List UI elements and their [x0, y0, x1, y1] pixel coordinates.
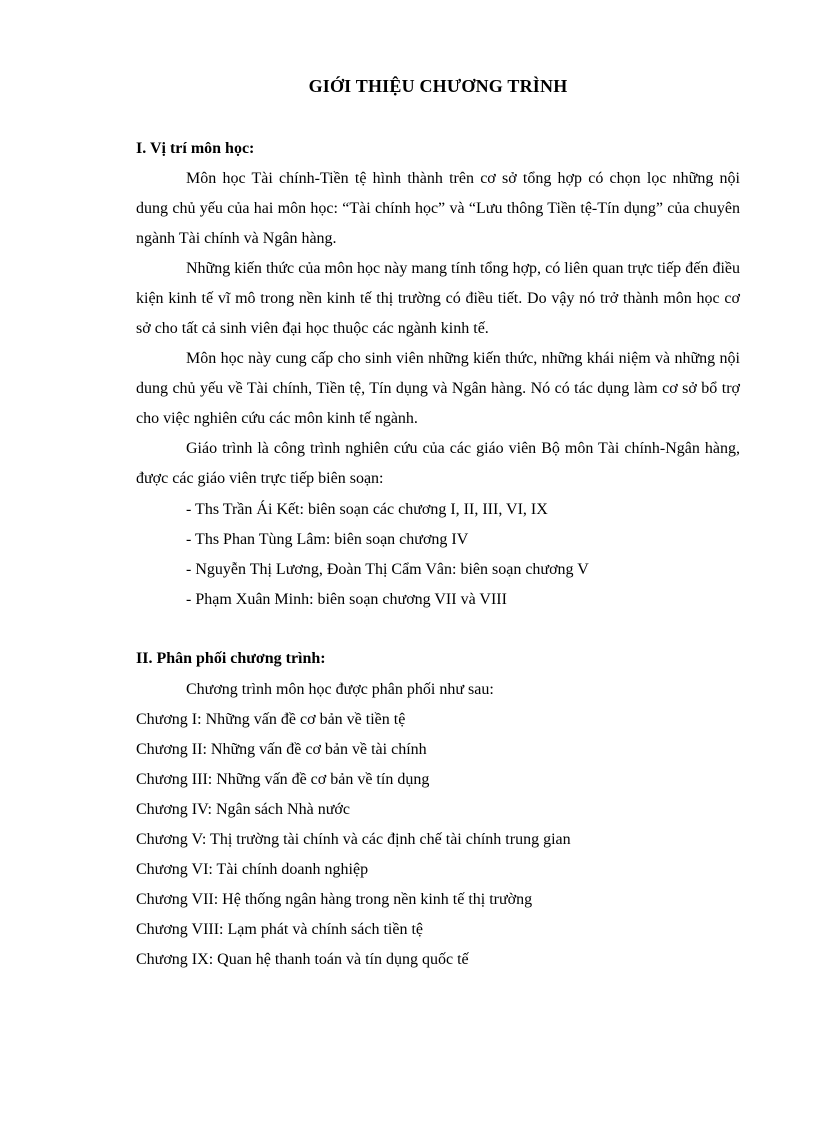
section-heading-distribution: II. Phân phối chương trình:: [136, 650, 326, 667]
paragraph-1: Môn học Tài chính-Tiền tệ hình thành trên cơ sở tổng hợp có chọn lọc những nội dung chủ yếu của hai môn học: “Tài chính học” và “Lưu thông Tiền tệ-Tín dụng” của chuyên ngành Tài chính và Ngân hàng.: [136, 170, 740, 247]
author-item: - Phạm Xuân Minh: biên soạn chương VII và VIII: [186, 591, 507, 608]
author-item: - Ths Trần Ái Kết: biên soạn các chương I, II, III, VI, IX: [186, 501, 548, 518]
chapter-item: Chương I: Những vấn đề cơ bản về tiền tệ: [136, 711, 406, 728]
chapter-item: Chương II: Những vấn đề cơ bản về tài chính: [136, 741, 427, 758]
chapter-item: Chương III: Những vấn đề cơ bản về tín dụng: [136, 771, 430, 788]
chapter-item: Chương V: Thị trường tài chính và các định chế tài chính trung gian: [136, 831, 571, 848]
chapter-item: Chương VIII: Lạm phát và chính sách tiền tệ: [136, 921, 423, 938]
chapter-item: Chương IX: Quan hệ thanh toán và tín dụng quốc tế: [136, 951, 469, 968]
section-heading-position: I. Vị trí môn học:: [136, 140, 255, 157]
chapter-item: Chương VI: Tài chính doanh nghiệp: [136, 861, 369, 878]
distribution-intro: Chương trình môn học được phân phối như sau:: [186, 681, 494, 698]
paragraph-4: Giáo trình là công trình nghiên cứu của các giáo viên Bộ môn Tài chính-Ngân hàng, được các giáo viên trực tiếp biên soạn:: [136, 440, 740, 487]
author-item: - Ths Phan Tùng Lâm: biên soạn chương IV: [186, 531, 469, 548]
paragraph-3: Môn học này cung cấp cho sinh viên những kiến thức, những khái niệm và những nội dung chủ yếu về Tài chính, Tiền tệ, Tín dụng và Ngân hàng. Nó có tác dụng làm cơ sở bổ trợ cho việc nghiên cứu các môn kinh tế ngành.: [136, 350, 740, 427]
page-title: GIỚI THIỆU CHƯƠNG TRÌNH: [308, 76, 568, 96]
chapter-item: Chương IV: Ngân sách Nhà nước: [136, 801, 350, 818]
paragraph-2: Những kiến thức của môn học này mang tính tổng hợp, có liên quan trực tiếp đến điều kiện kinh tế vĩ mô trong nền kinh tế thị trường có điều tiết. Do vậy nó trở thành môn học cơ sở cho tất cả sinh viên đại học thuộc các ngành kinh tế.: [136, 260, 740, 337]
author-item: - Nguyễn Thị Lương, Đoàn Thị Cẩm Vân: biên soạn chương V: [186, 561, 589, 578]
chapter-item: Chương VII: Hệ thống ngân hàng trong nền kinh tế thị trường: [136, 891, 533, 908]
